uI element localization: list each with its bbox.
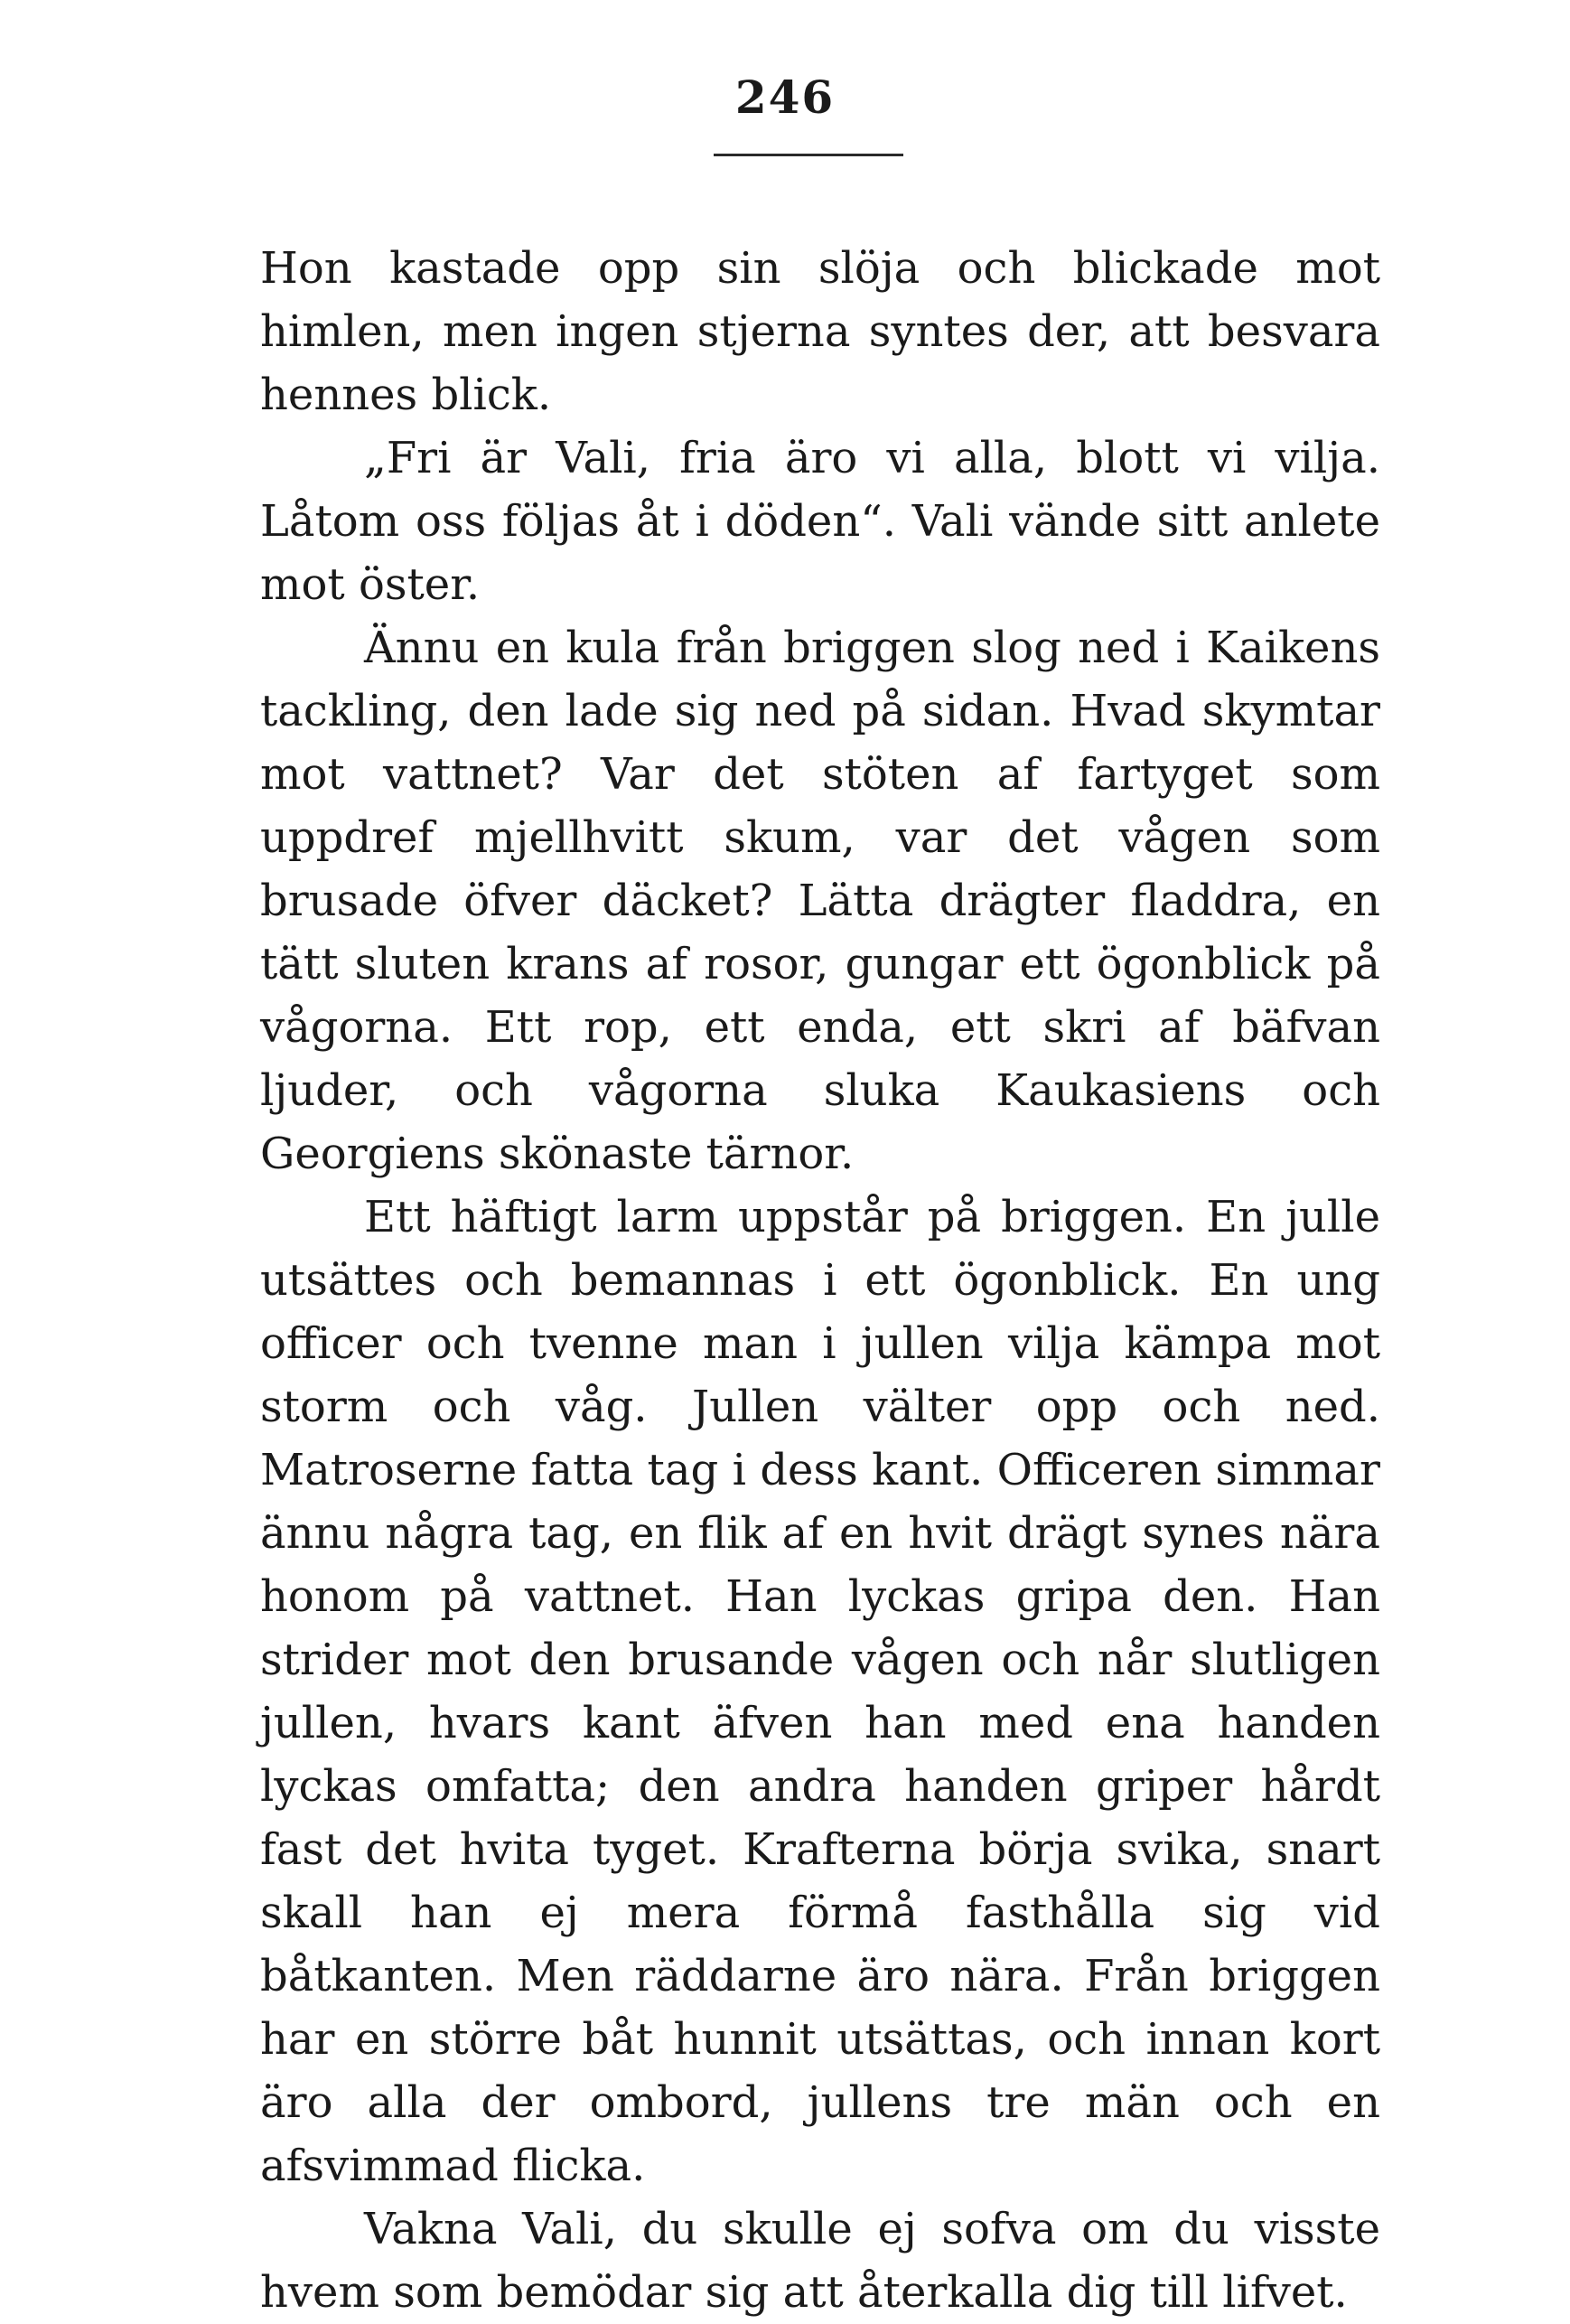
header-rule [714,154,903,156]
paragraph: Hon kastade opp sin slöja och blickade mot himlen, men ingen stjerna syntes der, att besvara hennes blick. [260,243,1380,420]
paragraph: „Fri är Vali, fria äro vi alla, blott vi vilja. Låtom oss följas åt i döden“. Vali vände sitt anlete mot öster. [260,433,1380,610]
paragraph: Vakna Vali, du skulle ej sofva om du visste hvem som bemödar sig att återkalla dig till lifvet. [260,2204,1380,2318]
paragraph: Ett häftigt larm uppstår på briggen. En julle utsättes och bemannas i ett ögonblick. En ung officer och tvenne man i jullen vilja kämpa mot storm och våg. Jullen välter opp och ned. Matroserne fatta tag i dess kant. Officeren simmar ännu några tag, en flik af en hvit drägt synes nära honom på vattnet. Han lyckas gripa den. Han strider mot den brusande vågen och når slutligen jullen, hvars kant äfven han med ena handen lyckas omfatta; den andra handen griper hårdt fast det hvita tyget. Krafterna börja svika, snart skall han ej mera förmå fasthålla sig vid båtkanten. Men räddarne äro nära. Från briggen har en större båt hunnit utsättas, och innan kort äro alla der ombord, jullens tre män och en afsvimmad flicka. [260,1192,1380,2191]
paragraph: Ännu en kula från briggen slog ned i Kaikens tackling, den lade sig ned på sidan. Hvad skymtar mot vattnet? Var det stöten af fartyget som uppdref mjellhvitt skum, var det vågen som brusade öfver däcket? Lätta drägter fladdra, en tätt sluten krans af rosor, gungar ett ögonblick på vågorna. Ett rop, ett enda, ett skri af bäfvan ljuder, och vågorna sluka Kaukasiens och Georgiens skönaste tärnor. [260,623,1380,1179]
page-body [260,237,1380,2324]
page-number: 246 [734,70,836,124]
